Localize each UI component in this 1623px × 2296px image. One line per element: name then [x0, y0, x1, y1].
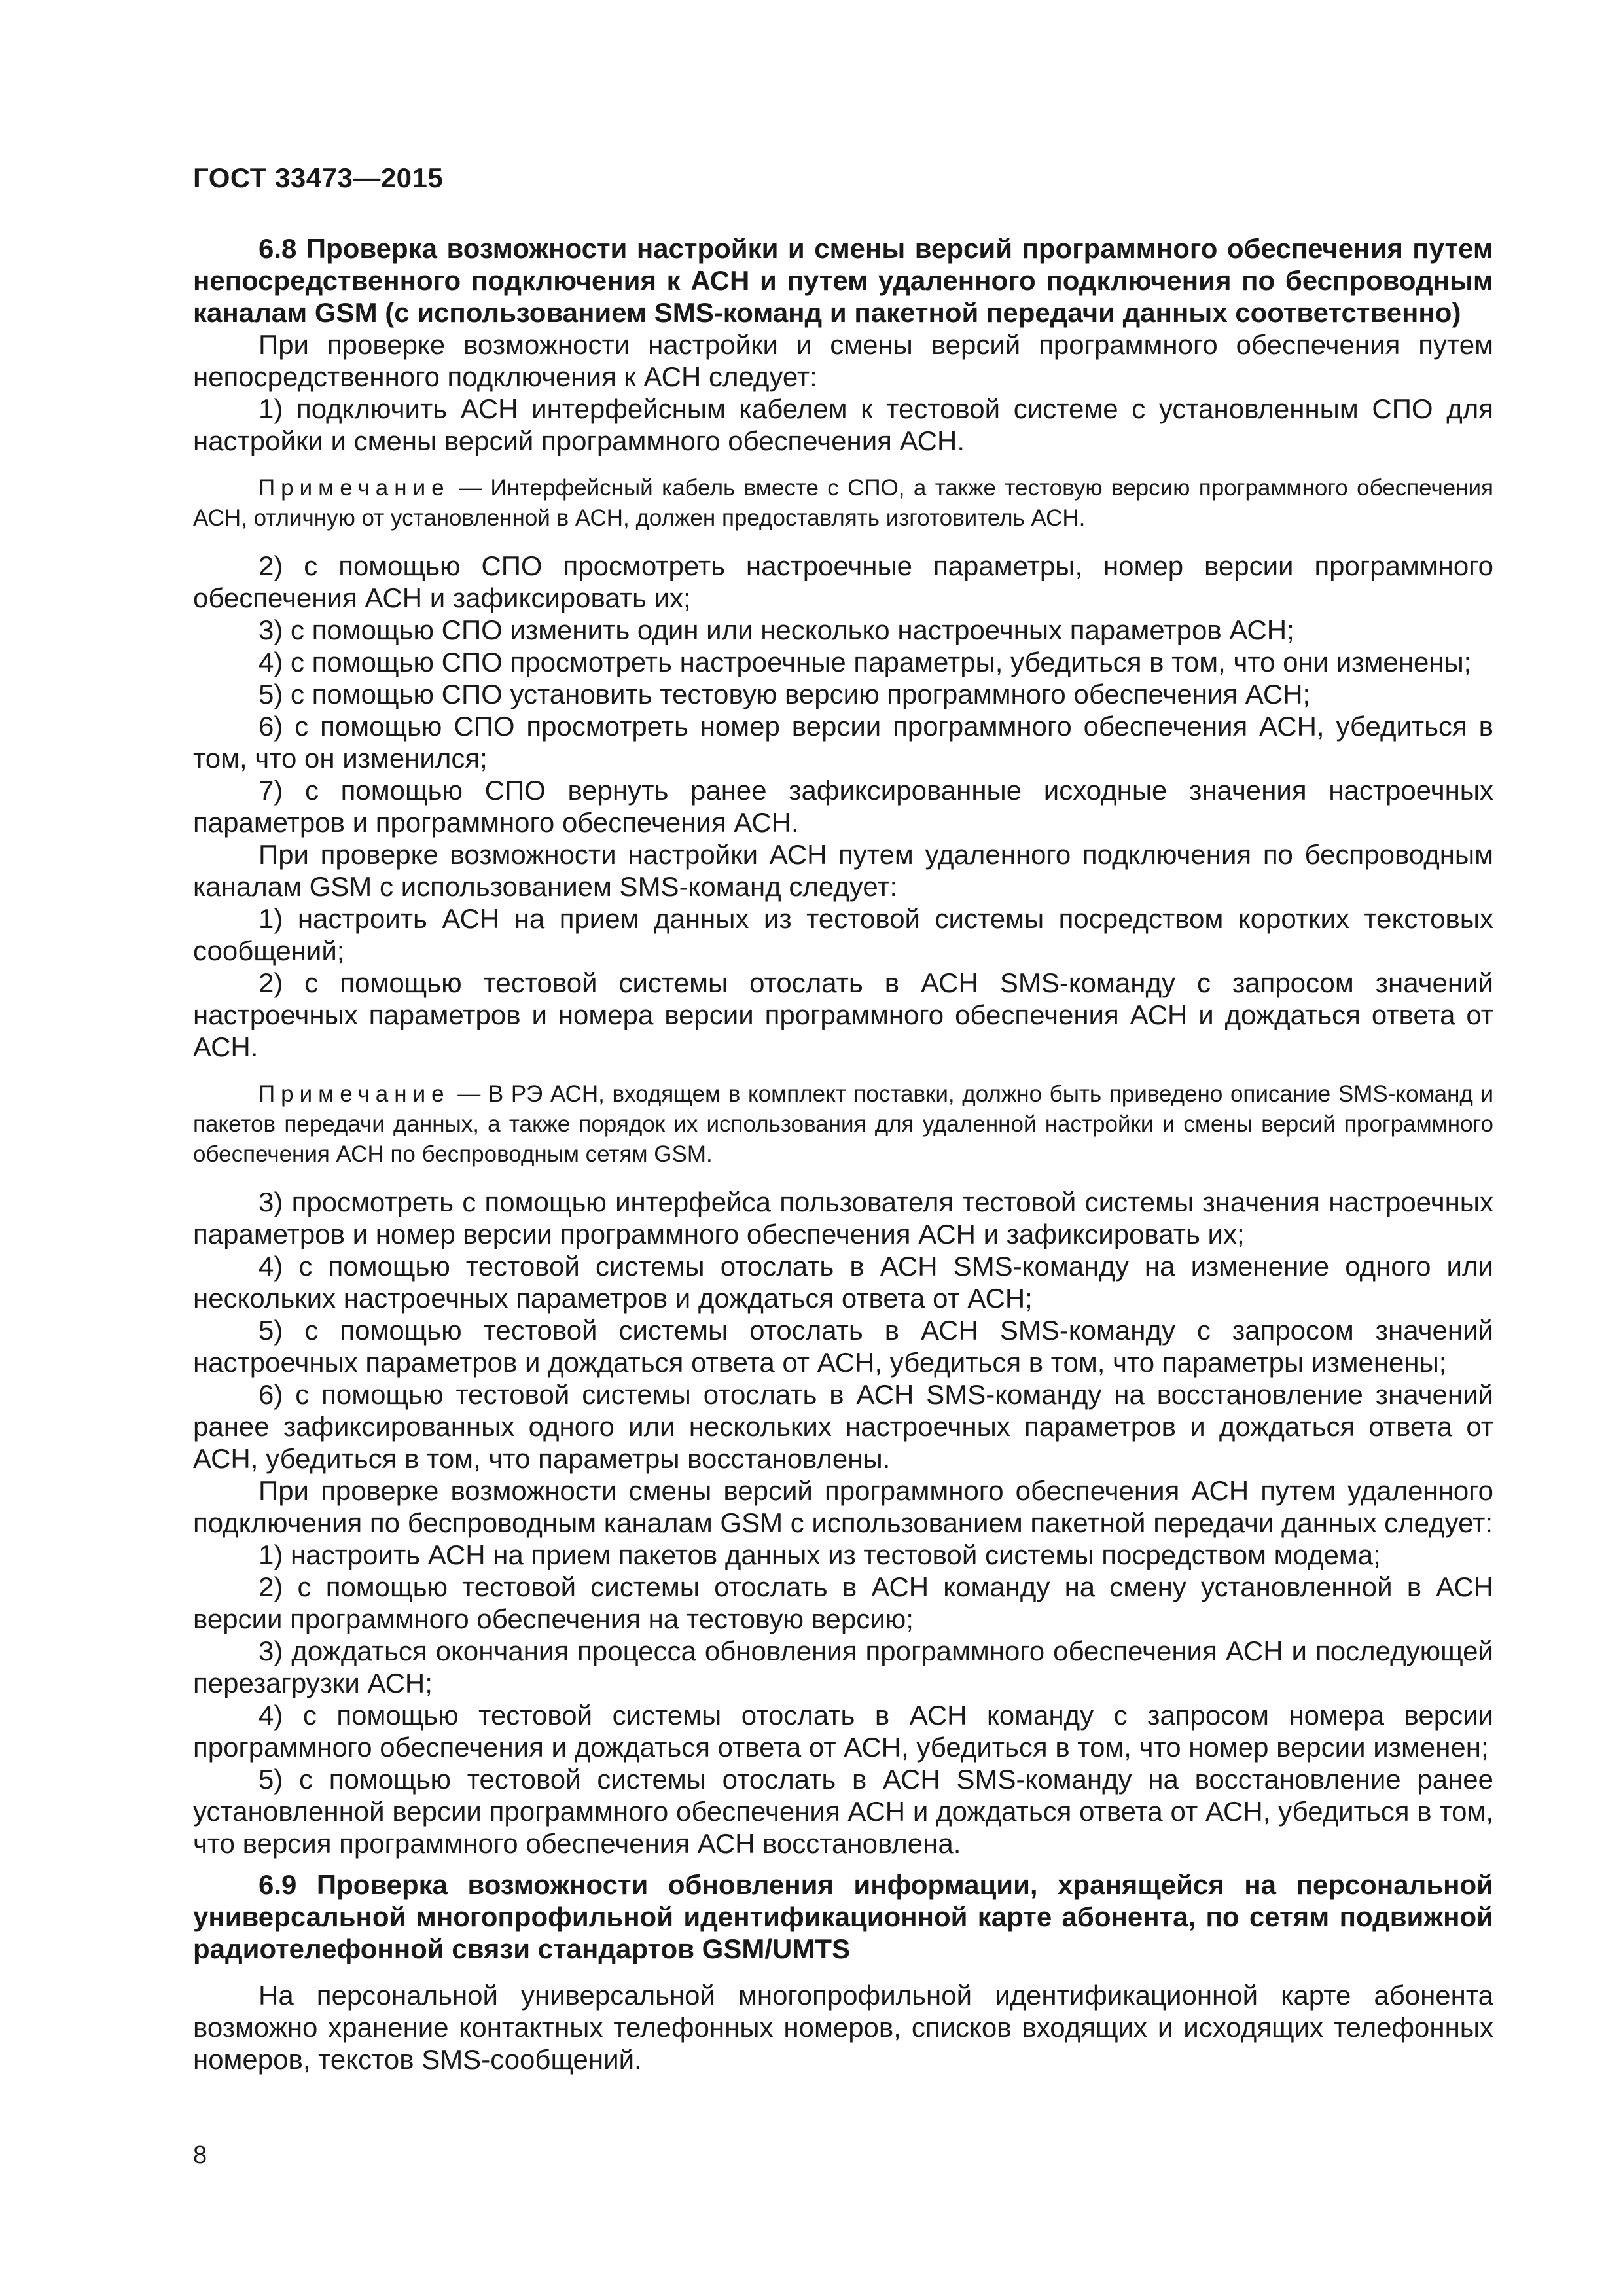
paragraph: При проверке возможности настройки и смены версий программного обеспечения путем непосредственного подключения к АСН следует:: [193, 329, 1493, 392]
list-item: 1) настроить АСН на прием пакетов данных из тестовой системы посредством модема;: [259, 1539, 1381, 1570]
note: [193, 473, 1493, 533]
paragraph: При проверке возможности смены версий программного обеспечения АСН путем удаленного подключения по беспроводным каналам GSM с использованием пакетной передачи данных следует:: [193, 1475, 1493, 1538]
list-item: 3) с помощью СПО изменить один или несколько настроечных параметров АСН;: [259, 615, 1294, 645]
list-item: 3) дождаться окончания процесса обновления программного обеспечения АСН и последующей перезагрузки АСН;: [193, 1636, 1493, 1698]
list-item: 4) с помощью СПО просмотреть настроечные параметры, убедиться в том, что они изменены;: [259, 647, 1472, 677]
list-item: 4) с помощью тестовой системы отослать в АСН команду с запросом номера версии программного обеспечения и дождаться ответа от АСН, убедиться в том, что номер версии изменен;: [193, 1700, 1493, 1763]
section-6-9-heading: 6.9 Проверка возможности обновления информации, хранящейся на персональной универсальной многопрофильной идентификационной карте абонента, по сетям подвижной радиотелефонной связи стандартов GSM/UMTS: [193, 1869, 1493, 1964]
paragraph: На персональной универсальной многопрофильной идентификационной карте абонента возможно хранение контактных телефонных номеров, списков входящих и исходящих телефонных номеров, текстов SMS-сообщений.: [193, 1980, 1493, 2075]
note: [193, 1079, 1493, 1170]
list-item: 4) с помощью тестовой системы отослать в АСН SMS-команду на изменение одного или нескольких настроечных параметров и дождаться ответа от АСН;: [193, 1251, 1493, 1314]
note-text: — В РЭ АСН, входящем в комплект поставки, должно быть приведено описание SMS-команд и пакетов передачи данных, а также порядок их использования для удаленной настройки и смены версий программного обеспечения АСН по беспроводным сетям GSM.: [193, 1081, 1493, 1167]
list-item: 2) с помощью СПО просмотреть настроечные параметры, номер версии программного обеспечения АСН и зафиксировать их;: [193, 550, 1493, 613]
note-label: Примечание: [259, 1081, 450, 1107]
list-item: 6) с помощью СПО просмотреть номер версии программного обеспечения АСН, убедиться в том, что он изменился;: [193, 711, 1493, 774]
paragraph: При проверке возможности настройки АСН путем удаленного подключения по беспроводным каналам GSM с использованием SMS-команд следует:: [193, 839, 1493, 902]
list-item: 1) настроить АСН на прием данных из тестовой системы посредством коротких текстовых сообщений;: [193, 903, 1493, 966]
document-number: ГОСТ 33473—2015: [193, 162, 444, 193]
list-item: 3) просмотреть с помощью интерфейса пользователя тестовой системы значения настроечных параметров и номер версии программного обеспечения АСН и зафиксировать их;: [193, 1187, 1493, 1249]
list-item: 2) с помощью тестовой системы отослать в АСН SMS-команду с запросом значений настроечных параметров и номера версии программного обеспечения АСН и дождаться ответа от АСН.: [193, 967, 1493, 1062]
section-6-8-heading: 6.8 Проверка возможности настройки и смены версий программного обеспечения путем непосредственного подключения к АСН и путем удаленного подключения по беспроводным каналам GSM (с использованием SMS-команд и пакетной передачи данных соответственно): [193, 233, 1493, 328]
page-number: 8: [193, 2142, 207, 2169]
page-content: [193, 232, 1493, 2075]
list-item: 1) подключить АСН интерфейсным кабелем к тестовой системе с установленным СПО для настройки и смены версий программного обеспечения АСН.: [193, 393, 1493, 456]
note-text: — Интерфейсный кабель вместе с СПО, а также тестовую версию программного обеспечения АСН, отличную от установленной в АСН, должен предоставлять изготовитель АСН.: [193, 475, 1493, 531]
list-item: 5) с помощью тестовой системы отослать в АСН SMS-команду с запросом значений настроечных параметров и дождаться ответа от АСН, убедиться в том, что параметры изменены;: [193, 1315, 1493, 1378]
list-item: 7) с помощью СПО вернуть ранее зафиксированные исходные значения настроечных параметров и программного обеспечения АСН.: [193, 775, 1493, 838]
note-label: Примечание: [259, 475, 450, 501]
list-item: 5) с помощью СПО установить тестовую версию программного обеспечения АСН;: [259, 679, 1311, 709]
list-item: 6) с помощью тестовой системы отослать в АСН SMS-команду на восстановление значений ранее зафиксированных одного или нескольких настроечных параметров и дождаться ответа от АСН, убедиться в том, что параметры восстановлены.: [193, 1379, 1493, 1474]
list-item: 5) с помощью тестовой системы отослать в АСН SMS-команду на восстановление ранее установленной версии программного обеспечения АСН и дождаться ответа от АСН, убедиться в том, что версия программного обеспечения АСН восстановлена.: [193, 1764, 1493, 1859]
list-item: 2) с помощью тестовой системы отослать в АСН команду на смену установленной в АСН версии программного обеспечения на тестовую версию;: [193, 1571, 1493, 1634]
